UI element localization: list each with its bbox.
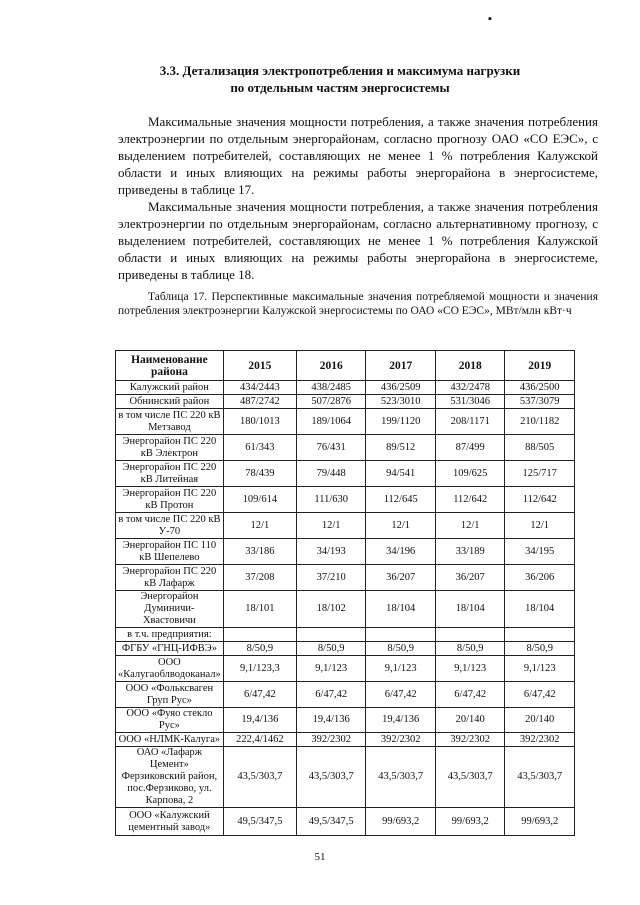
table-row [116,395,575,409]
value-cell: 18/101 [223,591,296,628]
value-cell: 507/2876 [296,395,366,409]
value-cell: 180/1013 [223,409,296,435]
value-cell: 18/104 [435,591,505,628]
value-cell: 392/2302 [296,733,366,747]
value-cell: 6/47,42 [296,682,366,708]
value-cell: 87/499 [435,435,505,461]
row-name-cell: ООО «Калугаоблводоканал» [116,656,224,682]
value-cell: 432/2478 [435,381,505,395]
table-row [116,487,575,513]
table-row [116,461,575,487]
value-cell: 9,1/123 [366,656,436,682]
row-name-cell: ООО «Фуяо стекло Рус» [116,708,224,733]
value-cell: 12/1 [366,513,436,539]
page-number: 51 [314,851,326,863]
row-name-cell: ОАО «Лафарж Цемент» Ферзиковский район, пос.Ферзиково, ул. Карпова, 2 [116,747,224,808]
table-row [116,808,575,836]
value-cell: 99/693,2 [366,808,436,836]
header-year: 2018 [435,351,505,381]
value-cell: 37/208 [223,565,296,591]
value-cell: 208/1171 [435,409,505,435]
value-cell: 43,5/303,7 [505,747,575,808]
row-name-cell: Калужский район [116,381,224,395]
value-cell: 20/140 [505,708,575,733]
table-caption: Таблица 17. Перспективные максимальные значения потребляемой мощности и значения потребления электроэнергии Калужской энергосистемы по ОАО «СО ЕЭС», МВт/млн кВт·ч [118,291,598,317]
value-cell: 37/210 [296,565,366,591]
value-cell: 392/2302 [366,733,436,747]
value-cell: 36/207 [435,565,505,591]
row-name-cell: Энергорайон ПС 220 кВ Литейная [116,461,224,487]
value-cell: 436/2509 [366,381,436,395]
value-cell: 487/2742 [223,395,296,409]
value-cell: 9,1/123 [435,656,505,682]
row-name-cell: в том числе ПС 220 кВ У-70 [116,513,224,539]
value-cell [435,628,505,642]
value-cell: 6/47,42 [505,682,575,708]
value-cell: 61/343 [223,435,296,461]
value-cell: 78/439 [223,461,296,487]
table-row [116,628,575,642]
value-cell: 434/2443 [223,381,296,395]
value-cell: 9,1/123,3 [223,656,296,682]
value-cell: 125/717 [505,461,575,487]
value-cell: 8/50,9 [366,642,436,656]
value-cell: 436/2500 [505,381,575,395]
value-cell: 189/1064 [296,409,366,435]
row-name-cell: Энергорайон ПС 220 кВ Протон [116,487,224,513]
value-cell: 49,5/347,5 [296,808,366,836]
value-cell: 111/630 [296,487,366,513]
value-cell [505,628,575,642]
table-row [116,642,575,656]
value-cell: 8/50,9 [505,642,575,656]
table-header-row [116,351,575,381]
header-name: Наименование района [116,351,224,381]
value-cell: 8/50,9 [223,642,296,656]
value-cell: 12/1 [435,513,505,539]
value-cell: 79/448 [296,461,366,487]
value-cell: 537/3079 [505,395,575,409]
value-cell: 19,4/136 [296,708,366,733]
value-cell: 43,5/303,7 [366,747,436,808]
value-cell: 88/505 [505,435,575,461]
value-cell: 76/431 [296,435,366,461]
value-cell [366,628,436,642]
value-cell: 222,4/1462 [223,733,296,747]
value-cell: 18/102 [296,591,366,628]
header-year: 2017 [366,351,436,381]
paragraph-1: Максимальные значения мощности потребления, а также значения потребления электроэнергии по отдельным энергорайонам, согласно прогнозу ОАО «СО ЕЭС», с выделением потребителей, составляющих не менее 1 % потребления Калужской области и иных влияющих на режимы работы энергорайона в энергосистеме, приведены в таблице 17. [118,114,598,197]
section-heading-line-1: 3.3. Детализация электропотребления и максимума нагрузки [159,63,521,78]
value-cell: 49,5/347,5 [223,808,296,836]
table-row [116,539,575,565]
value-cell: 6/47,42 [366,682,436,708]
value-cell: 36/207 [366,565,436,591]
header-year: 2015 [223,351,296,381]
value-cell: 99/693,2 [505,808,575,836]
section-heading [60,62,620,96]
value-cell: 36/206 [505,565,575,591]
value-cell: 392/2302 [435,733,505,747]
table-row [116,682,575,708]
value-cell: 12/1 [296,513,366,539]
value-cell: 210/1182 [505,409,575,435]
value-cell: 19,4/136 [223,708,296,733]
value-cell: 33/189 [435,539,505,565]
row-name-cell: ООО «НЛМК-Калуга» [116,733,224,747]
value-cell: 109/625 [435,461,505,487]
value-cell: 34/195 [505,539,575,565]
table-row [116,513,575,539]
value-cell: 6/47,42 [223,682,296,708]
header-year: 2016 [296,351,366,381]
scan-mark: ▪ [488,13,492,25]
value-cell: 6/47,42 [435,682,505,708]
value-cell: 8/50,9 [435,642,505,656]
value-cell: 12/1 [223,513,296,539]
table-row [116,591,575,628]
section-heading-line-2: по отдельным частям энергосистемы [230,80,450,95]
table-row [116,656,575,682]
value-cell: 18/104 [366,591,436,628]
value-cell: 43,5/303,7 [435,747,505,808]
row-name-cell: ООО «Калужский цементный завод» [116,808,224,836]
table-row [116,565,575,591]
table-row [116,747,575,808]
row-name-cell: Энергорайон ПС 110 кВ Шепелево [116,539,224,565]
value-cell: 523/3010 [366,395,436,409]
table-row [116,409,575,435]
row-name-cell: ООО «Фольксваген Груп Рус» [116,682,224,708]
value-cell: 8/50,9 [296,642,366,656]
value-cell: 112/642 [505,487,575,513]
value-cell: 112/642 [435,487,505,513]
value-cell: 109/614 [223,487,296,513]
table-row [116,435,575,461]
paragraph-2: Максимальные значения мощности потребления, а также значения потребления электроэнергии по отдельным энергорайонам, согласно альтернативному прогнозу, с выделением потребителей, составляющих не менее 1 % потребления Калужской области и иных влияющих на режимы работы энергорайона в энергосистеме, приведены в таблице 18. [118,199,598,282]
value-cell: 18/104 [505,591,575,628]
row-name-cell: Энергорайон ПС 220 кВ Лафарж [116,565,224,591]
value-cell: 112/645 [366,487,436,513]
value-cell: 438/2485 [296,381,366,395]
row-name-cell: Энергорайон Думиничи-Хвастовичи [116,591,224,628]
value-cell: 99/693,2 [435,808,505,836]
value-cell: 531/3046 [435,395,505,409]
value-cell: 392/2302 [505,733,575,747]
table-row [116,733,575,747]
value-cell: 12/1 [505,513,575,539]
row-name-cell: Энергорайон ПС 220 кВ Электрон [116,435,224,461]
row-name-cell: Обнинский район [116,395,224,409]
value-cell: 34/193 [296,539,366,565]
row-name-cell: в том числе ПС 220 кВ Метзавод [116,409,224,435]
value-cell: 34/196 [366,539,436,565]
value-cell: 199/1120 [366,409,436,435]
header-year: 2019 [505,351,575,381]
value-cell: 89/512 [366,435,436,461]
value-cell: 94/541 [366,461,436,487]
table-row [116,708,575,733]
value-cell: 9,1/123 [296,656,366,682]
value-cell [296,628,366,642]
value-cell: 20/140 [435,708,505,733]
value-cell: 43,5/303,7 [296,747,366,808]
value-cell [223,628,296,642]
value-cell: 43,5/303,7 [223,747,296,808]
row-name-cell: в т.ч. предприятия: [116,628,224,642]
row-name-cell: ФГБУ «ГНЦ-ИФВЭ» [116,642,224,656]
table-body [116,381,575,836]
value-cell: 33/186 [223,539,296,565]
table-row [116,381,575,395]
value-cell: 9,1/123 [505,656,575,682]
data-table [115,350,575,836]
value-cell: 19,4/136 [366,708,436,733]
